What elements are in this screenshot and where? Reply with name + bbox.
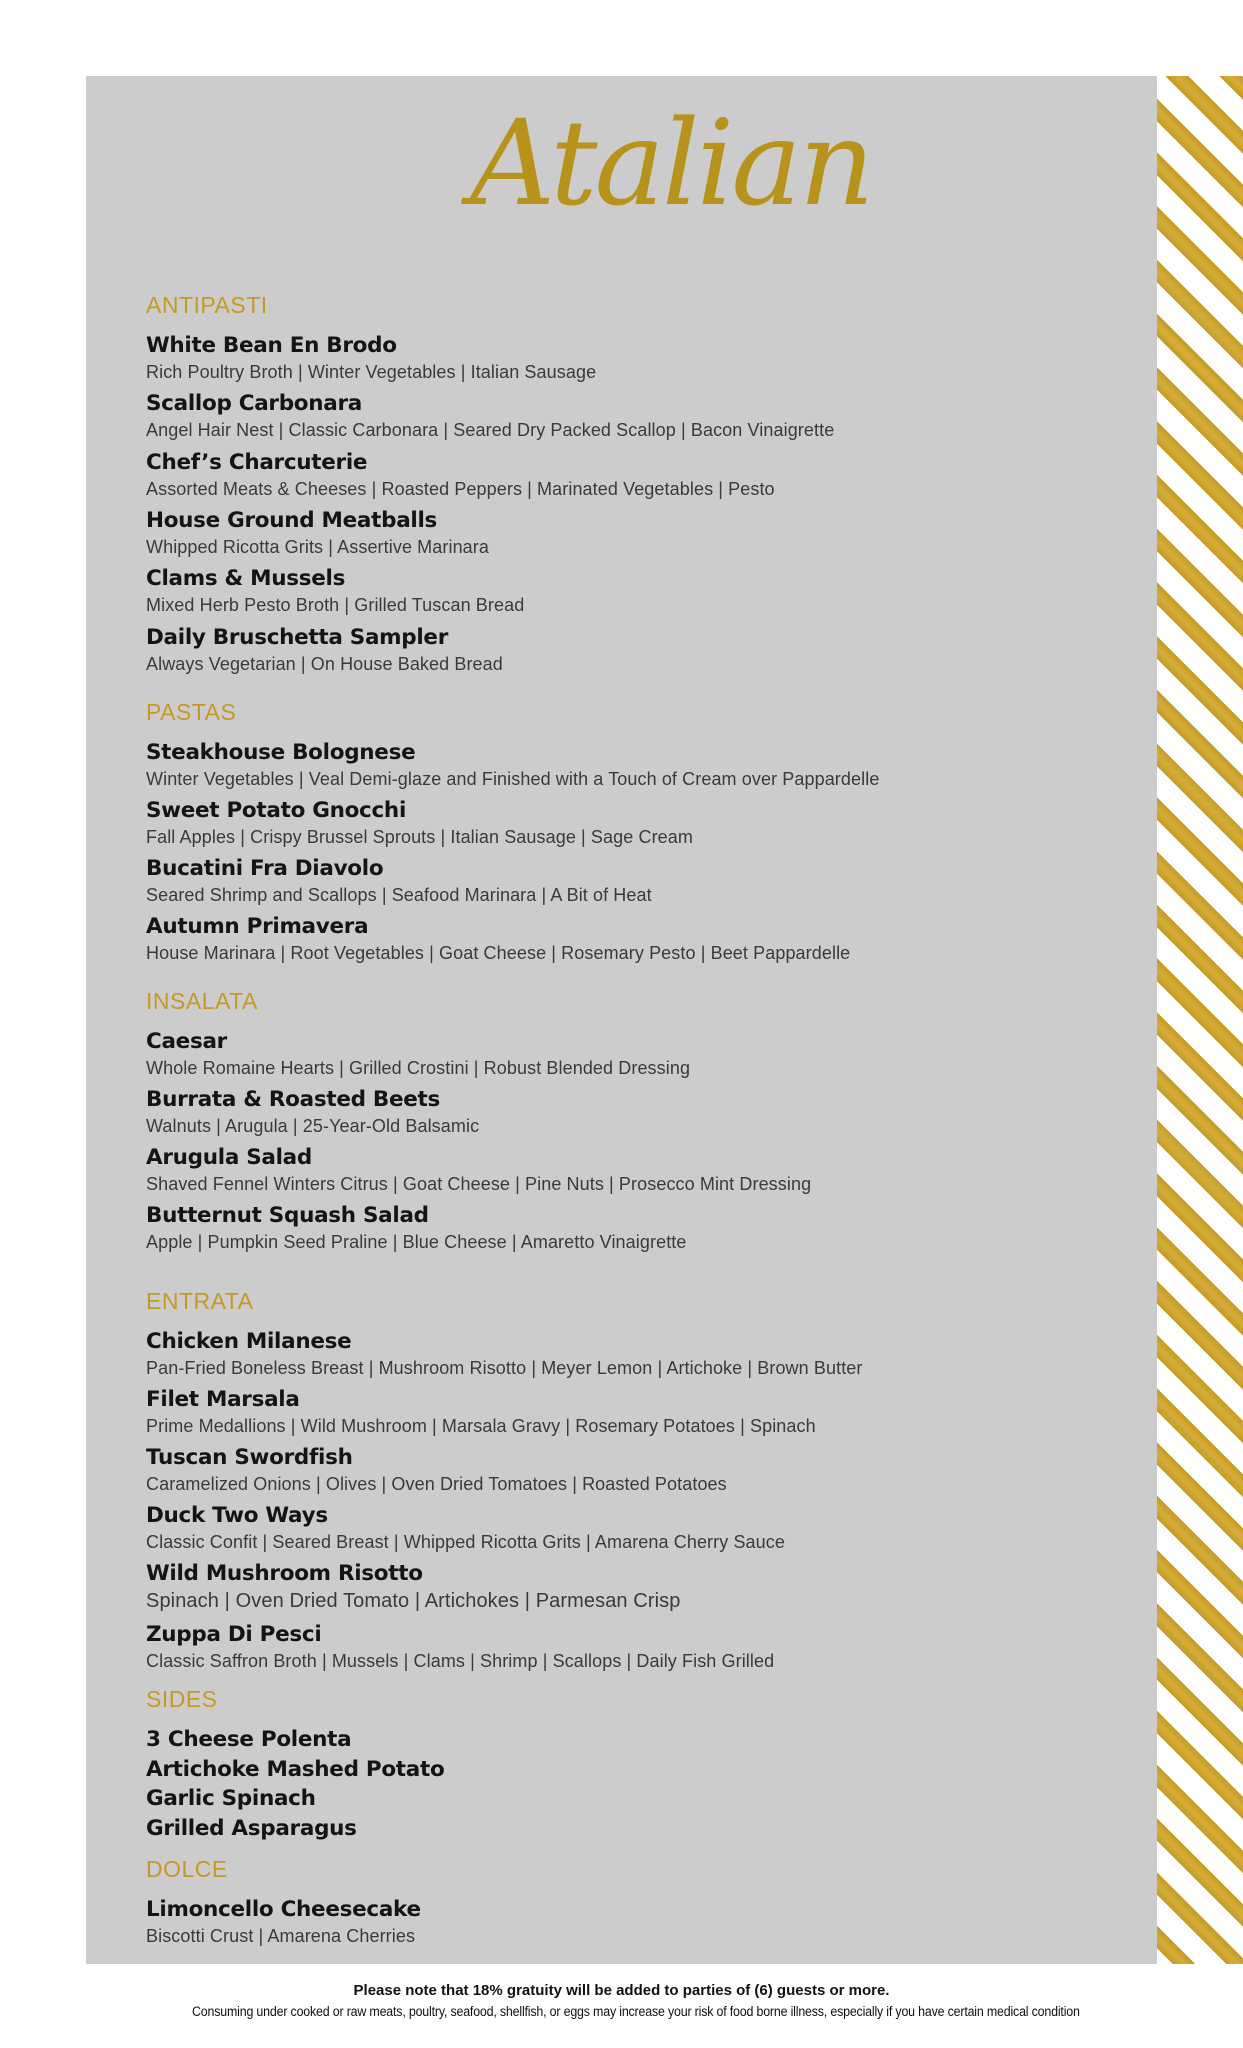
menu-item-name: Caesar [146,1029,227,1054]
menu-item-name: Autumn Primavera [146,914,369,939]
menu-item-description: Angel Hair Nest | Classic Carbonara | Seared Dry Packed Scallop | Bacon Vinaigrette [146,420,835,440]
menu-item-name: Grilled Asparagus [146,1816,357,1841]
menu-item-description: Seared Shrimp and Scallops | Seafood Marinara | A Bit of Heat [146,885,652,905]
section-title-pastas: PASTAS [146,699,237,725]
menu-item-name: Butternut Squash Salad [146,1203,429,1228]
menu-item-description: Classic Confit | Seared Breast | Whipped Ricotta Grits | Amarena Cherry Sauce [146,1532,785,1552]
menu-item-name: Steakhouse Bolognese [146,740,416,765]
menu-item-description: Always Vegetarian | On House Baked Bread [146,654,503,674]
menu-item-name: House Ground Meatballs [146,508,438,533]
menu-item-description: Spinach | Oven Dried Tomato | Artichokes | Parmesan Crisp [146,1590,681,1612]
menu-item-name: Burrata & Roasted Beets [146,1087,441,1112]
menu-item-description: Apple | Pumpkin Seed Praline | Blue Cheese | Amaretto Vinaigrette [146,1232,687,1252]
logo [470,88,870,238]
health-warning: Consuming under cooked or raw meats, poultry, seafood, shellfish, or eggs may increase your risk of food borne illness, especially if you have certain medical condition [192,2004,1080,2019]
menu-item-name: Limoncello Cheesecake [146,1897,421,1922]
menu-item-name: Garlic Spinach [146,1786,316,1811]
menu-item-name: Chicken Milanese [146,1329,352,1354]
striped-border-decoration [1157,76,1243,1964]
menu-item-description: Walnuts | Arugula | 25-Year-Old Balsamic [146,1116,480,1136]
menu-item-name: Chef’s Charcuterie [146,450,368,475]
menu-item-name: Duck Two Ways [146,1503,328,1528]
menu-item-description: Shaved Fennel Winters Citrus | Goat Cheese | Pine Nuts | Prosecco Mint Dressing [146,1174,812,1194]
section-title-insalata: INSALATA [146,988,258,1014]
menu-item-description: Fall Apples | Crispy Brussel Sprouts | Italian Sausage | Sage Cream [146,827,693,847]
section-title-entrata: ENTRATA [146,1288,254,1314]
menu-item-name: Zuppa Di Pesci [146,1622,322,1647]
menu-item-name: Artichoke Mashed Potato [146,1757,445,1782]
menu-item-description: Pan-Fried Boneless Breast | Mushroom Risotto | Meyer Lemon | Artichoke | Brown Butter [146,1358,863,1378]
menu-item-name: Scallop Carbonara [146,391,362,416]
gratuity-note: Please note that 18% gratuity will be added to parties of (6) guests or more. [353,1982,890,1999]
logo-text: Atalian [470,94,872,232]
menu-item-name: Sweet Potato Gnocchi [146,798,407,823]
menu-item-description: Rich Poultry Broth | Winter Vegetables | Italian Sausage [146,362,597,382]
menu-item-description: Mixed Herb Pesto Broth | Grilled Tuscan Bread [146,595,525,615]
menu-item-description: Whole Romaine Hearts | Grilled Crostini | Robust Blended Dressing [146,1058,691,1078]
menu-item-description: Caramelized Onions | Olives | Oven Dried Tomatoes | Roasted Potatoes [146,1474,727,1494]
menu-item-description: Classic Saffron Broth | Mussels | Clams | Shrimp | Scallops | Daily Fish Grilled [146,1651,775,1671]
menu-item-name: White Bean En Brodo [146,333,397,358]
menu-item-name: Bucatini Fra Diavolo [146,856,384,881]
menu-item-name: Daily Bruschetta Sampler [146,625,449,650]
section-title-antipasti: ANTIPASTI [146,292,268,318]
menu-item-name: Wild Mushroom Risotto [146,1561,423,1586]
menu-item-description: House Marinara | Root Vegetables | Goat Cheese | Rosemary Pesto | Beet Pappardelle [146,943,851,963]
menu-item-description: Assorted Meats & Cheeses | Roasted Peppers | Marinated Vegetables | Pesto [146,479,775,499]
section-title-dolce: DOLCE [146,1856,228,1882]
menu-item-name: Filet Marsala [146,1387,300,1412]
menu-item-description: Winter Vegetables | Veal Demi-glaze and Finished with a Touch of Cream over Pappardelle [146,769,880,789]
section-title-sides: SIDES [146,1686,218,1712]
menu-item-description: Prime Medallions | Wild Mushroom | Marsala Gravy | Rosemary Potatoes | Spinach [146,1416,816,1436]
menu-item-name: 3 Cheese Polenta [146,1727,352,1752]
menu-item-name: Arugula Salad [146,1145,312,1170]
menu-item-description: Biscotti Crust | Amarena Cherries [146,1926,416,1946]
menu-item-name: Tuscan Swordfish [146,1445,353,1470]
menu-item-description: Whipped Ricotta Grits | Assertive Marinara [146,537,489,557]
menu-item-name: Clams & Mussels [146,566,346,591]
menu-panel [86,76,1157,1964]
